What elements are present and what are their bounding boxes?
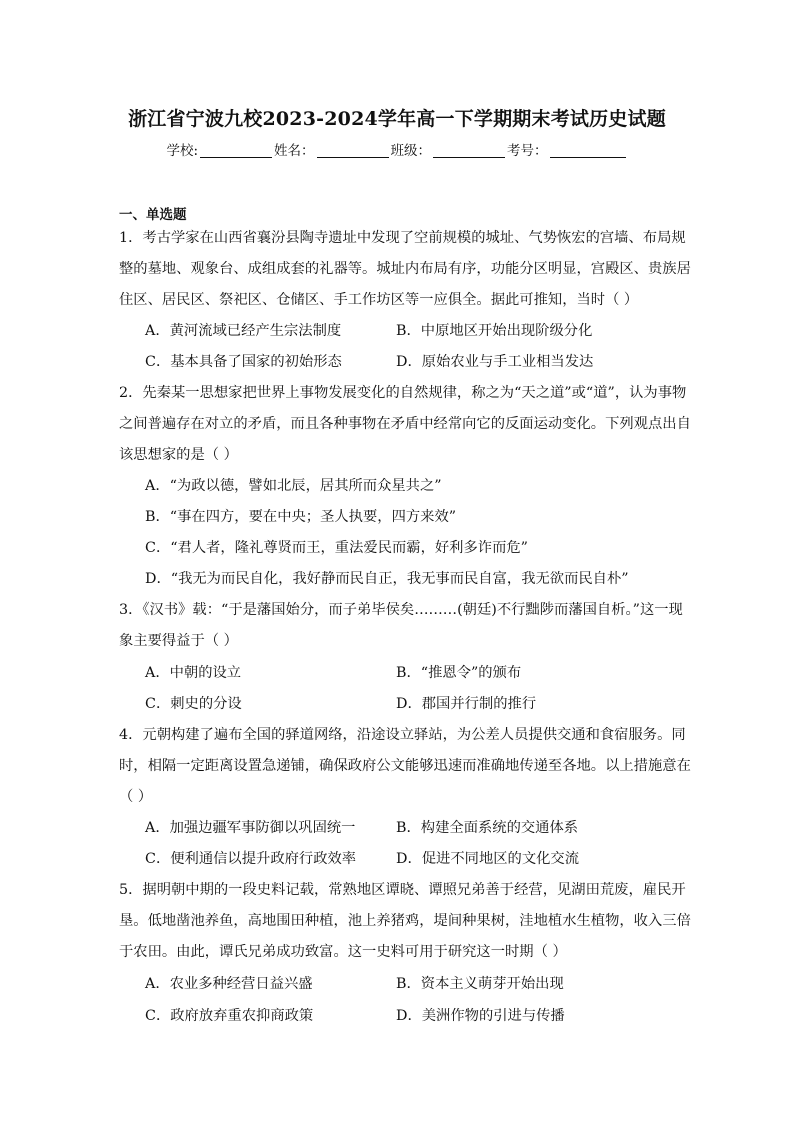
option-b: B．“事在四方，要在中央；圣人执要，四方来效” <box>145 509 457 525</box>
name-label: 姓名： <box>274 143 315 159</box>
question-stem-line: 2．先秦某一思想家把世界上事物发展变化的自然规律，称之为“天之道”或“道”，认为事物 <box>119 385 687 401</box>
option-b: B．“推恩令”的颁布 <box>396 665 522 681</box>
option-a: A．农业多种经营日益兴盛 <box>145 976 313 992</box>
question-stem-line: 3．《汉书》载：“于是藩国始分，而子弟毕侯矣………(朝廷)不行黜陟而藩国自析。”这一现 <box>119 602 683 618</box>
option-d: D．原始农业与手工业相当发达 <box>396 354 594 370</box>
school-blank <box>200 143 272 158</box>
question-stem-line: 象主要得益于（ ） <box>119 633 238 649</box>
question-stem-line: 于农田。由此，谭氏兄弟成功致富。这一史料可用于研究这一时期（ ） <box>119 944 567 960</box>
option-d: D．郡国并行制的推行 <box>396 696 537 712</box>
question-stem-line: 住区、居民区、祭祀区、仓储区、手工作坊区等一应俱全。据此可推知，当时（ ） <box>119 292 639 308</box>
section-heading: 一、单选题 <box>119 207 187 223</box>
option-a: A．加强边疆军事防御以巩固统一 <box>145 820 356 836</box>
option-c: C．基本具备了国家的初始形态 <box>145 354 342 370</box>
question-stem-line: （ ） <box>119 789 153 805</box>
school-label: 学校: <box>166 143 199 159</box>
option-a: A．黄河流域已经产生宗法制度 <box>145 323 342 339</box>
option-c: C．“君人者，隆礼尊贤而王，重法爱民而霸，好利多诈而危” <box>145 540 528 556</box>
question-stem-line: 时，相隔一定距离设置急递铺，确保政府公文能够迅速而准确地传递至各地。以上措施意在 <box>119 758 691 774</box>
option-b: B．中原地区开始出现阶级分化 <box>396 323 593 339</box>
question-stem-line: 5．据明朝中期的一段史料记载，常熟地区谭晓、谭照兄弟善于经营，见湖田荒废，雇民开 <box>119 882 686 898</box>
question-stem-line: 垦。低地凿池养鱼，高地围田种植，池上养猪鸡，堤间种果树，洼地植水生植物，收入三倍 <box>119 913 691 929</box>
option-a: A．“为政以德，譬如北辰，居其所而众星共之” <box>145 478 442 494</box>
exam-title: 浙江省宁波九校2023-2024学年高一下学期期末考试历史试题 <box>128 108 666 130</box>
number-label: 考号： <box>507 143 548 159</box>
option-c: C．政府放弃重农抑商政策 <box>145 1008 314 1024</box>
student-info-row <box>0 139 794 159</box>
option-c: C．便利通信以提升政府行政效率 <box>145 851 357 867</box>
option-d: D．美洲作物的引进与传播 <box>396 1008 565 1024</box>
question-stem-line: 1．考古学家在山西省襄汾县陶寺遗址中发现了空前规模的城址、气势恢宏的宫墙、布局规 <box>119 230 686 246</box>
option-d: D．“我无为而民自化，我好静而民自正，我无事而民自富，我无欲而民自朴” <box>145 571 629 587</box>
option-a: A．中朝的设立 <box>145 665 242 681</box>
option-d: D．促进不同地区的文化交流 <box>396 851 580 867</box>
question-stem-line: 整的墓地、观象台、成组成套的礼器等。城址内布局有序，功能分区明显，宫殿区、贵族居 <box>119 261 691 277</box>
option-b: B．构建全面系统的交通体系 <box>396 820 579 836</box>
question-stem-line: 之间普遍存在对立的矛盾，而且各种事物在矛盾中经常向它的反面运动变化。下列观点出自 <box>119 416 691 432</box>
name-blank <box>317 143 389 158</box>
option-b: B．资本主义萌芽开始出现 <box>396 976 564 992</box>
option-c: C．刺史的分设 <box>145 696 242 712</box>
class-blank <box>433 143 505 158</box>
number-blank <box>550 143 626 158</box>
question-stem-line: 4．元朝构建了遍布全国的驿道网络，沿途设立驿站，为公差人员提供交通和食宿服务。同 <box>119 727 686 743</box>
question-stem-line: 该思想家的是（ ） <box>119 447 238 463</box>
class-label: 班级： <box>390 143 432 159</box>
